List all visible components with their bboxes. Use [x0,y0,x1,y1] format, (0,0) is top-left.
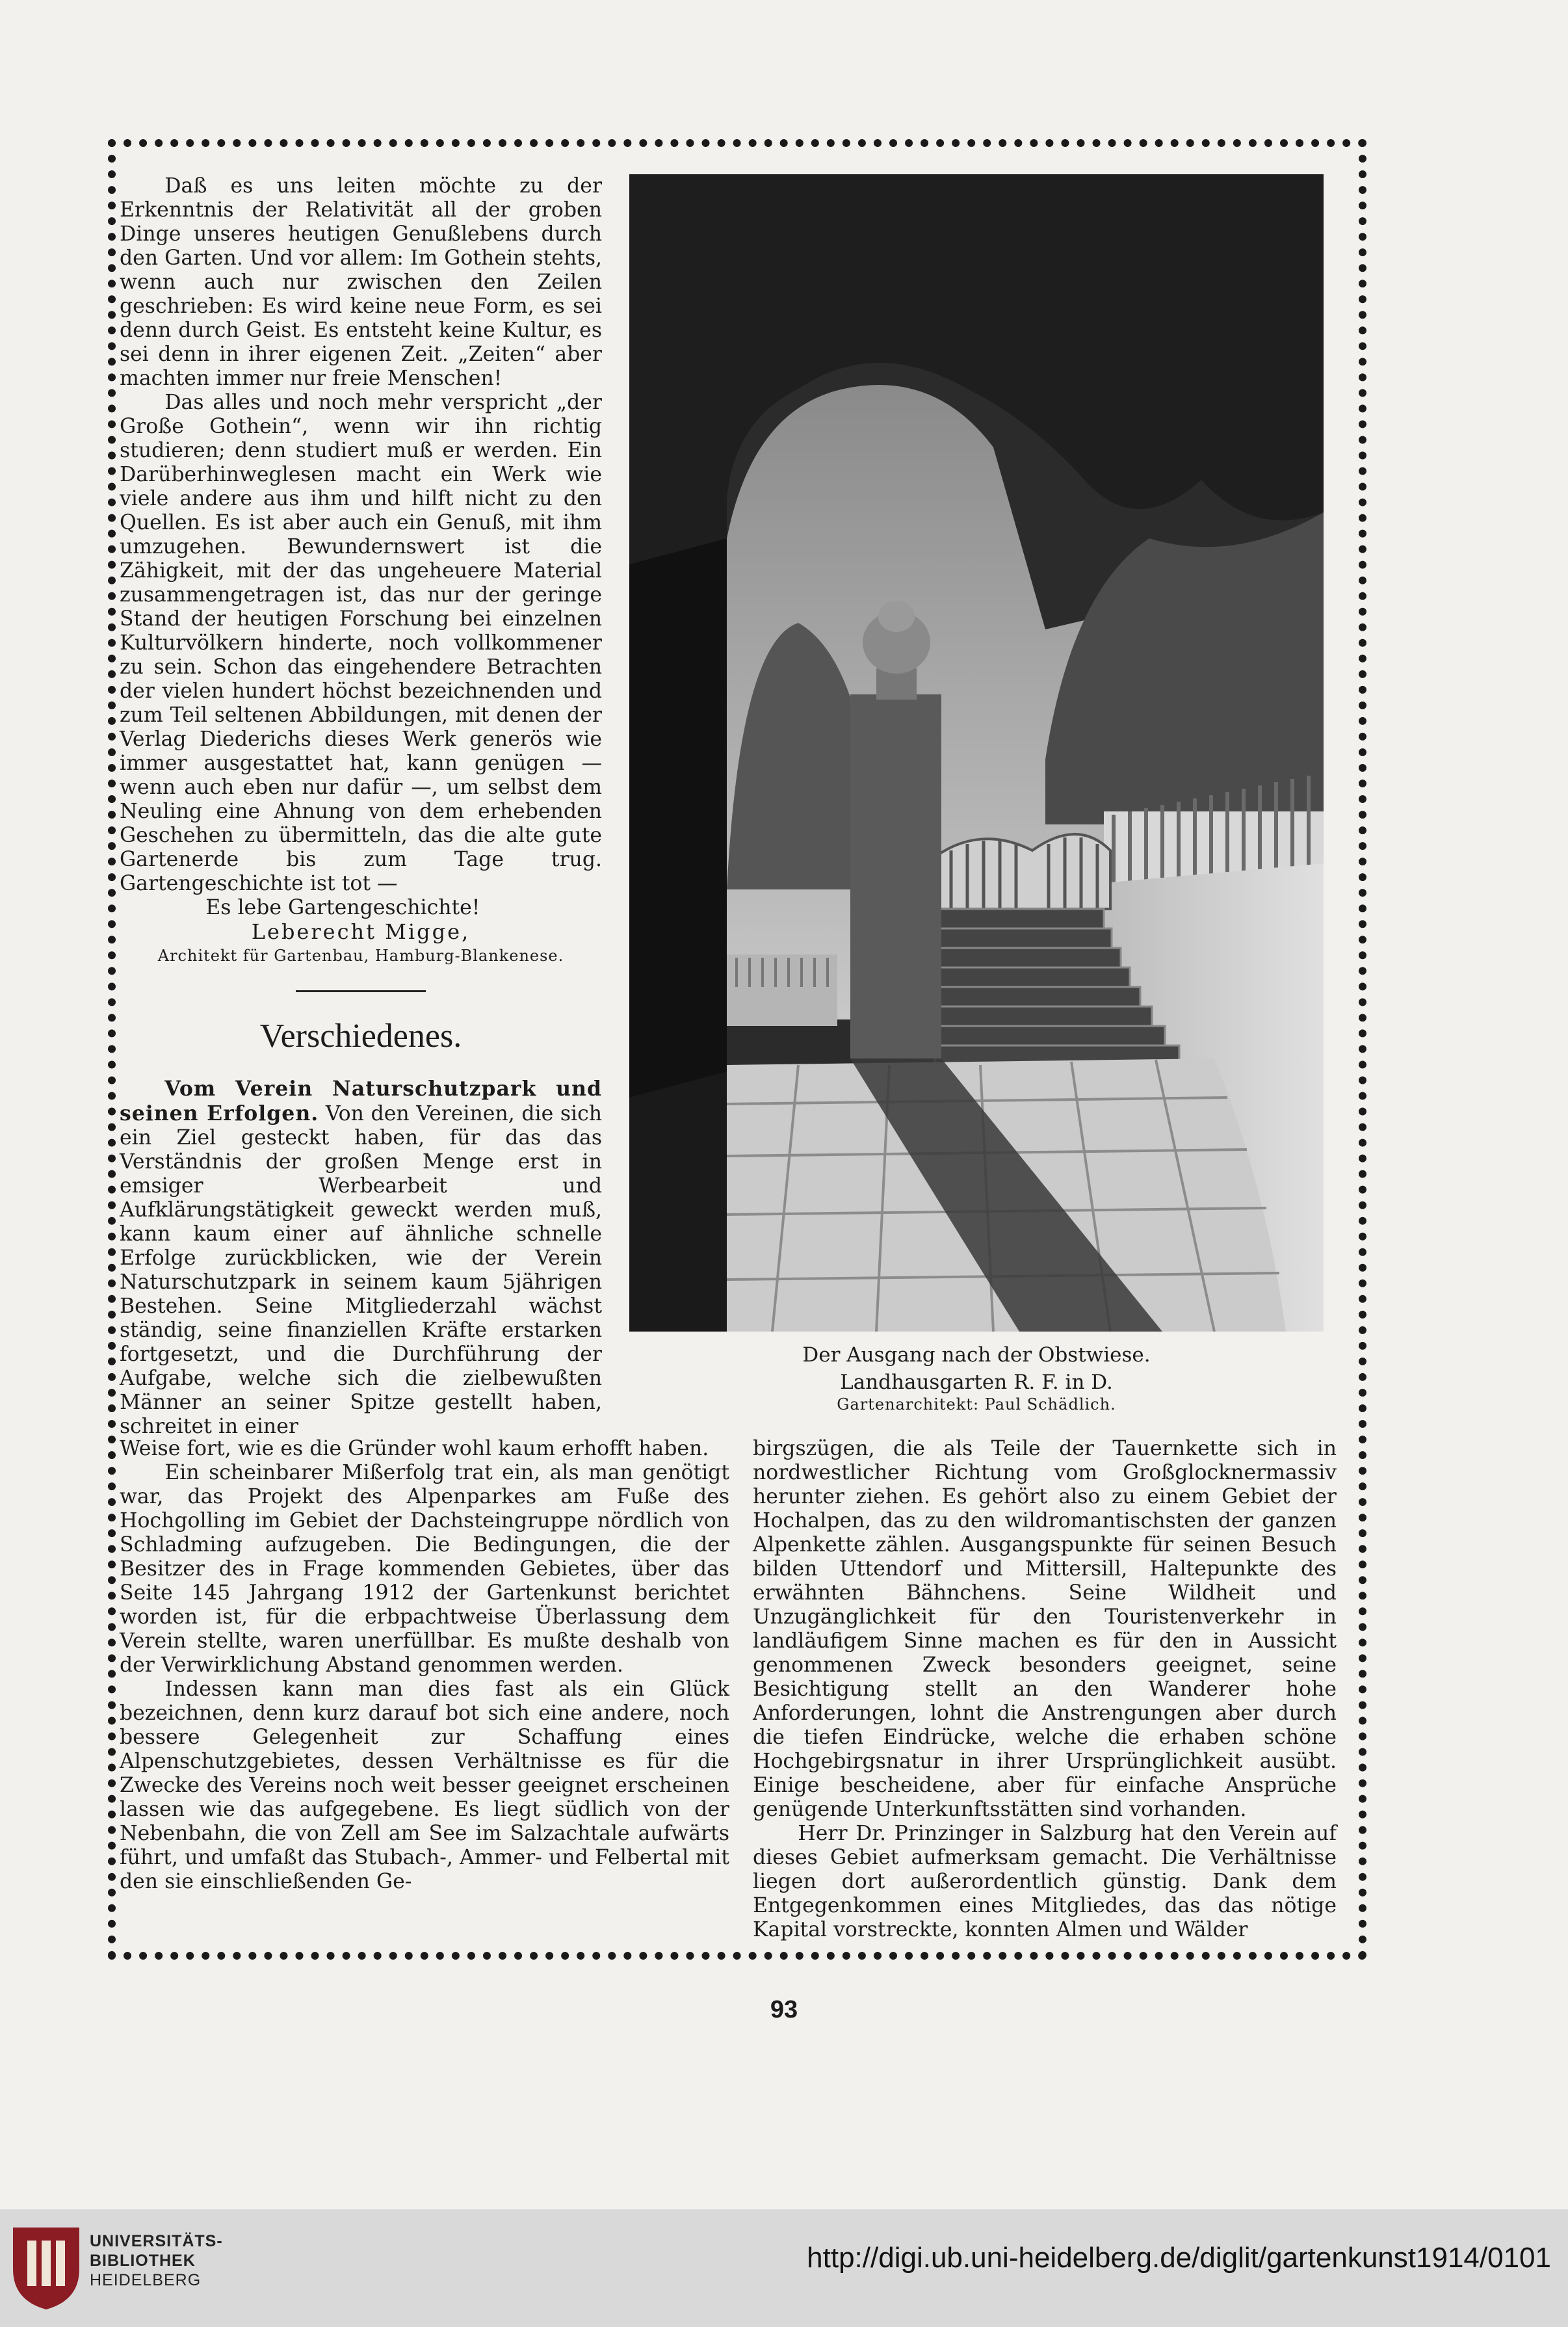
signature-title: Architekt für Gartenbau, Hamburg-Blankenese. [157,947,564,965]
paragraph: Herr Dr. Prinzinger in Salzburg hat den Verein auf dieses Gebiet aufmerksam gemacht. Die Verhältnisse liegen dort außerordentlich günstig. Dank dem Entgegenkommen eines Mitgliedes, das das nötige Kapital vorstreckte, konnten Almen und Wälder [753,1822,1337,1941]
library-name-line1: UNIVERSITÄTS- [90,2232,223,2250]
photo-caption-credit: Gartenarchitekt: Paul Schädlich. [837,1395,1116,1413]
paragraph: Daß es uns leiten möchte zu der Erkenntnis der Relativität all der groben Dinge unseres heutigen Genußlebens durch den Garten. Und vor allem: Im Gothein stehts, wenn auch nur zwischen den Zeilen geschrieben: Es wird keine neue Form, es sei denn durch Geist. Es entsteht keine Kultur, es sei denn in ihrer eigenen Zeit. „Zeiten“ aber machten immer nur freie Menschen! [120,174,602,390]
section-heading: Verschiedenes. [259,1018,462,1055]
source-url-link[interactable]: http://digi.ub.uni-heidelberg.de/diglit/gartenkunst1914/0101 [807,2242,1551,2274]
paragraph: Weise fort, wie es die Gründer wohl kaum erhofft haben. [120,1437,709,1460]
paragraph: Ein scheinbarer Mißerfolg trat ein, als man genötigt war, das Projekt des Alpenparkes am Fuße des Hochgolling im Gebiet der Dachsteingruppe nördlich von Schladming aufzugeben. Die Bedingungen, die der Besitzer des in Frage kommenden Gebietes, über das Seite 145 Jahrgang 1912 der Gartenkunst berichtet worden ist, für die erbpachtweise Überlassung dem Verein stellte, waren unerfüllbar. Es mußte deshalb von der Verwirklichung Abstand genommen werden. [120,1461,729,1677]
page-number: 93 [770,1996,798,2023]
section-divider [296,990,426,992]
article-lead [120,1077,602,1439]
left-column-bottom [120,1437,729,1894]
photo-caption-title: Der Ausgang nach der Obstwiese. [802,1343,1151,1367]
digitization-footer [0,2209,1568,2327]
garden-photo [629,174,1324,1332]
paragraph: Es lebe Gartengeschichte! [205,896,480,919]
article-lead-text: Von den Vereinen, die sich ein Ziel gesteckt haben, für das das Verständnis der großen Menge erst in emsiger Werbearbeit und Aufklärungstätigkeit geweckt werden muß, kann kaum einer auf ähnliche schnelle Erfolge zurückblicken, wie der Verein Naturschutzpark in seinem kaum 5jährigen Bestehen. Seine Mitgliederzahl wächst ständig, seine finanziellen Kräfte erstarken fortgesetzt, und die Durchführung der Aufgabe, welche sich die zielbewußten Männer an seiner Spitze gestellt haben, schreitet in einer [120,1102,602,1438]
right-column-bottom [753,1437,1337,1942]
library-name-line2: BIBLIOTHEK [90,2252,196,2270]
signature-name: Leberecht Migge, [251,919,471,944]
paragraph: Das alles und noch mehr verspricht „der Große Gothein“, wenn wir ihn richtig studieren; denn studiert muß er werden. Ein Darüberhinweglesen macht ein Werk wie viele andere aus ihm und hilft nicht zu den Quellen. Es ist aber auch ein Genuß, mit ihm umzugehen. Bewundernswert ist die Zähigkeit, mit der das ungeheuere Material zusammengetragen ist, das nur der geringe Stand der heutigen Forschung bei einzelnen Kulturvölkern hinderte, noch vollkommener zu sein. Schon das eingehendere Betrachten der vielen hundert höchst bezeichnenden und zum Teil seltenen Abbildungen, mit denen der Verlag Diederichs dieses Werk generös wie immer ausgestattet hat, kann genügen — wenn auch eben nur dafür —, um selbst dem Neuling eine Ahnung von dem erhebenden Geschehen zu übermitteln, das die alte gute Gartenerde bis zum Tage trug. Gartengeschichte ist tot — [120,391,602,895]
paragraph: birgszügen, die als Teile der Tauernkette sich in nordwestlicher Richtung vom Großglocknermassiv herunter ziehen. Es gehört also zu einem Gebiet der Hochalpen, das zu den wildromantischsten der ganzen Alpenkette zählen. Ausgangspunkte für seinen Besuch bilden Uttendorf und Mittersill, Haltepunkte des erwähnten Bähnchens. Seine Wildheit und Unzugänglichkeit für den Touristenverkehr in landläufigem Sinne machen es für den in Aussicht genommenen Zweck besonders geeignet, seine Besichtigung stellt an den Wanderer hohe Anforderungen, lohnt die Anstrengungen aber durch die tiefen Eindrücke, welche die erhaben schöne Hochgebirgsnatur in ihrer Ursprünglichkeit ausübt. Einige bescheidene, aber für einfache Ansprüche genügende Unterkunftsstätten sind vorhanden. [753,1437,1337,1821]
library-seal-icon [8,2224,85,2312]
photo-caption-location: Landhausgarten R. F. in D. [840,1371,1113,1394]
left-column-top [120,174,602,1439]
garden-stairs-illustration [629,174,1324,1332]
article-title: Vom Verein Naturschutzpark und seinen Erfolgen. [120,1077,602,1125]
library-name [90,2231,223,2290]
library-name-line3: HEIDELBERG [90,2271,202,2289]
paragraph: Indessen kann man dies fast als ein Glück bezeichnen, denn kurz darauf bot sich eine andere, noch bessere Gelegenheit zur Schaffung eines Alpenschutzgebietes, dessen Verhältnisse es für die Zwecke des Vereins noch weit besser geeignet erscheinen lassen wie das aufgegebene. Es liegt südlich von der Nebenbahn, die von Zell am See im Salzachtale aufwärts führt, und umfaßt das Stubach-, Ammer- und Felbertal mit den sie einschließenden Ge- [120,1677,729,1893]
